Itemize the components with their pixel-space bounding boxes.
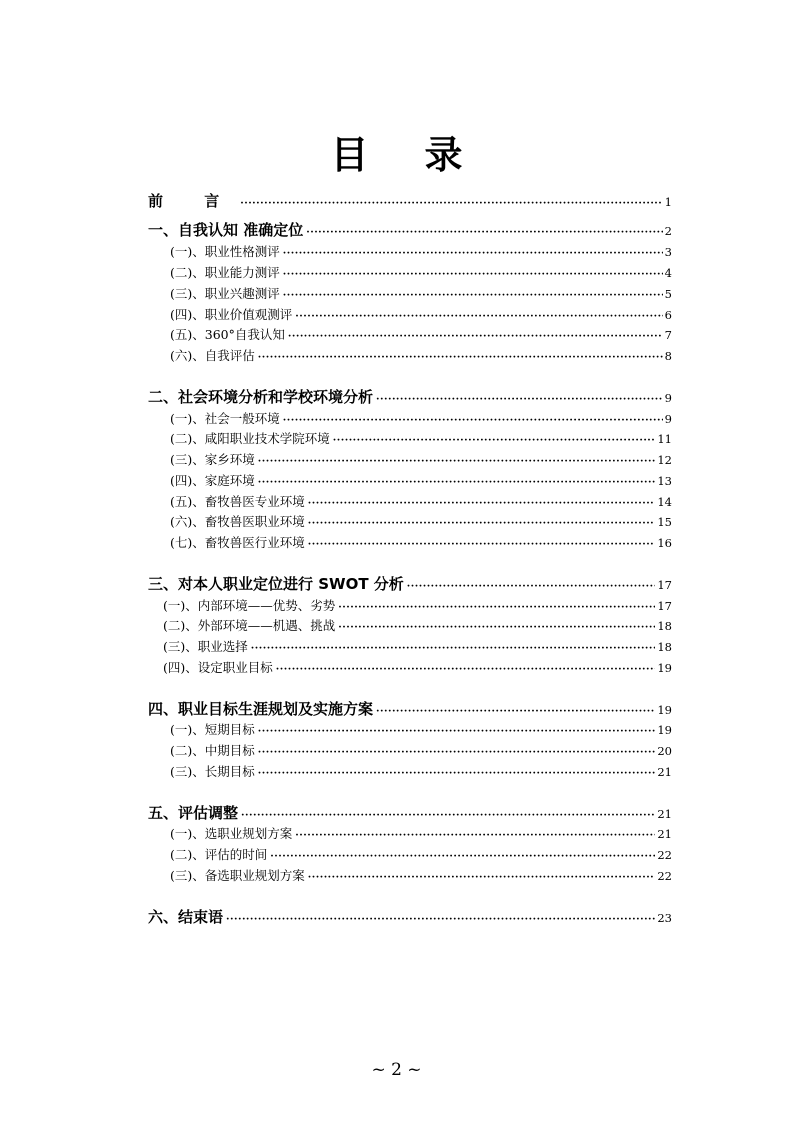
toc-leader-dots <box>226 910 655 927</box>
toc-entry[interactable] <box>170 512 672 532</box>
toc-entry[interactable] <box>170 325 672 345</box>
toc-leader-dots <box>306 223 662 240</box>
toc-leader-dots <box>407 577 656 594</box>
page-title: 目录 <box>330 133 519 177</box>
toc-entry-label: 前 言 <box>148 192 238 210</box>
toc-entry[interactable] <box>170 845 672 865</box>
toc-entry-page: 11 <box>657 432 672 446</box>
toc-entry-page: 19 <box>657 661 672 675</box>
toc-entry-label: (四)、家庭环境 <box>170 473 255 488</box>
toc-leader-dots <box>308 868 656 886</box>
toc-entry-page: 21 <box>657 807 672 821</box>
toc-entry-page: 17 <box>657 578 672 592</box>
toc-leader-dots <box>338 618 655 636</box>
toc-entry[interactable] <box>148 387 672 407</box>
toc-entry[interactable] <box>163 637 672 657</box>
toc-entry[interactable] <box>163 658 672 678</box>
toc-entry-label: (四)、职业价值观测评 <box>170 307 293 322</box>
toc-entry-label: (六)、畜牧兽医职业环境 <box>170 514 305 529</box>
toc-entry-page: 22 <box>657 848 672 862</box>
toc-leader-dots <box>241 806 655 823</box>
toc-leader-dots <box>258 348 663 366</box>
toc-entry-label: (五)、畜牧兽医专业环境 <box>170 494 305 509</box>
toc-leader-dots <box>276 660 656 678</box>
toc-entry-label: (七)、畜牧兽医行业环境 <box>170 535 305 550</box>
toc-entry[interactable] <box>170 866 672 886</box>
toc-leader-dots <box>270 847 655 865</box>
toc-entry[interactable] <box>170 741 672 761</box>
toc-leader-dots <box>240 194 662 211</box>
toc-entry-label: (一)、选职业规划方案 <box>170 826 293 841</box>
toc-entry-page: 4 <box>664 266 672 280</box>
toc-entry-label: (三)、职业兴趣测评 <box>170 286 280 301</box>
toc-entry-page: 21 <box>657 765 672 779</box>
toc-entry[interactable] <box>170 824 672 844</box>
toc-entry-label: (二)、评估的时间 <box>170 847 268 862</box>
toc-entry[interactable] <box>170 762 672 782</box>
toc-entry-page: 20 <box>657 744 672 758</box>
toc-entry-page: 9 <box>664 412 672 426</box>
toc-entry-label: 三、对本人职业定位进行 SWOT 分析 <box>148 575 404 593</box>
toc-leader-dots <box>283 286 663 304</box>
toc-entry-page: 3 <box>664 245 672 259</box>
toc-entry-label: 二、社会环境分析和学校环境分析 <box>148 388 374 406</box>
toc-entry-page: 1 <box>664 195 672 209</box>
toc-entry-page: 19 <box>657 723 672 737</box>
toc-leader-dots <box>338 598 655 616</box>
toc-entry[interactable] <box>170 284 672 304</box>
toc-entry[interactable] <box>170 305 672 325</box>
toc-entry-label: (三)、职业选择 <box>163 639 248 654</box>
toc-leader-dots <box>295 307 662 325</box>
toc-leader-dots <box>333 431 656 449</box>
toc-entry-page: 6 <box>664 308 672 322</box>
toc-leader-dots <box>258 722 656 740</box>
toc-leader-dots <box>283 265 663 283</box>
toc-entry-label: (二)、职业能力测评 <box>170 265 280 280</box>
toc-entry[interactable] <box>148 907 672 927</box>
toc-leader-dots <box>376 702 655 719</box>
toc-entry-page: 14 <box>657 495 672 509</box>
toc-entry[interactable] <box>170 450 672 470</box>
toc-entry[interactable] <box>170 409 672 429</box>
toc-entry-page: 22 <box>657 869 672 883</box>
toc-entry-page: 21 <box>657 827 672 841</box>
toc-entry[interactable] <box>148 574 672 594</box>
toc-entry-label: (二)、外部环境——机遇、挑战 <box>163 618 336 633</box>
toc-entry-page: 7 <box>664 328 672 342</box>
toc-entry[interactable] <box>170 471 672 491</box>
toc-entry[interactable] <box>148 699 672 719</box>
toc-entry-label: (六)、自我评估 <box>170 348 255 363</box>
toc-entry-page: 23 <box>657 911 672 925</box>
toc-entry-label: (三)、备选职业规划方案 <box>170 868 305 883</box>
toc-leader-dots <box>308 535 656 553</box>
toc-entry-page: 16 <box>657 536 672 550</box>
toc-entry[interactable] <box>163 616 672 636</box>
toc-entry[interactable] <box>170 429 672 449</box>
toc-entry-page: 5 <box>664 287 672 301</box>
toc-leader-dots <box>283 244 663 262</box>
toc-entry-page: 18 <box>657 640 672 654</box>
toc-entry-label: 四、职业目标生涯规划及实施方案 <box>148 700 374 718</box>
toc-leader-dots <box>258 452 656 470</box>
toc-entry[interactable] <box>170 720 672 740</box>
toc-entry-label: (四)、设定职业目标 <box>163 660 273 675</box>
toc-entry-page: 2 <box>664 224 672 238</box>
toc-leader-dots <box>308 494 656 512</box>
toc-entry-label: (二)、中期目标 <box>170 743 255 758</box>
toc-entry-label: (三)、长期目标 <box>170 764 255 779</box>
toc-entry-page: 12 <box>657 453 672 467</box>
toc-leader-dots <box>251 639 656 657</box>
toc-leader-dots <box>376 390 663 407</box>
toc-entry[interactable] <box>163 596 672 616</box>
toc-leader-dots <box>288 327 663 345</box>
toc-entry-label: 六、结束语 <box>148 908 224 926</box>
page-number: ~ 2 ~ <box>371 1060 422 1080</box>
toc-entry[interactable] <box>170 346 672 366</box>
toc-leader-dots <box>258 473 656 491</box>
toc-entry-label: (一)、社会一般环境 <box>170 411 280 426</box>
toc-entry[interactable] <box>170 492 672 512</box>
toc-entry-label: (一)、内部环境——优势、劣势 <box>163 598 336 613</box>
toc-entry-page: 15 <box>657 515 672 529</box>
toc-entry[interactable] <box>148 191 672 211</box>
toc-leader-dots <box>258 743 656 761</box>
toc-entry[interactable] <box>170 263 672 283</box>
toc-entry[interactable] <box>148 220 672 240</box>
toc-entry-page: 17 <box>657 599 672 613</box>
toc-leader-dots <box>295 826 655 844</box>
toc-entry-page: 9 <box>664 391 672 405</box>
toc-leader-dots <box>283 411 663 429</box>
toc-entry-label: 五、评估调整 <box>148 804 239 822</box>
toc-leader-dots <box>258 764 656 782</box>
toc-entry-label: (一)、短期目标 <box>170 722 255 737</box>
toc-entry-label: (五)、360°自我认知 <box>170 327 285 342</box>
toc-entry-label: (三)、家乡环境 <box>170 452 255 467</box>
toc-leader-dots <box>308 514 656 532</box>
toc-entry[interactable] <box>170 242 672 262</box>
toc-entry-label: (一)、职业性格测评 <box>170 244 280 259</box>
toc-entry-label: (二)、咸阳职业技术学院环境 <box>170 431 330 446</box>
toc-entry-page: 19 <box>657 703 672 717</box>
toc-entry[interactable] <box>170 533 672 553</box>
toc-entry-page: 18 <box>657 619 672 633</box>
toc-entry-page: 13 <box>657 474 672 488</box>
toc-entry[interactable] <box>148 803 672 823</box>
toc-entry-page: 8 <box>664 349 672 363</box>
toc-entry-label: 一、自我认知 准确定位 <box>148 221 304 239</box>
